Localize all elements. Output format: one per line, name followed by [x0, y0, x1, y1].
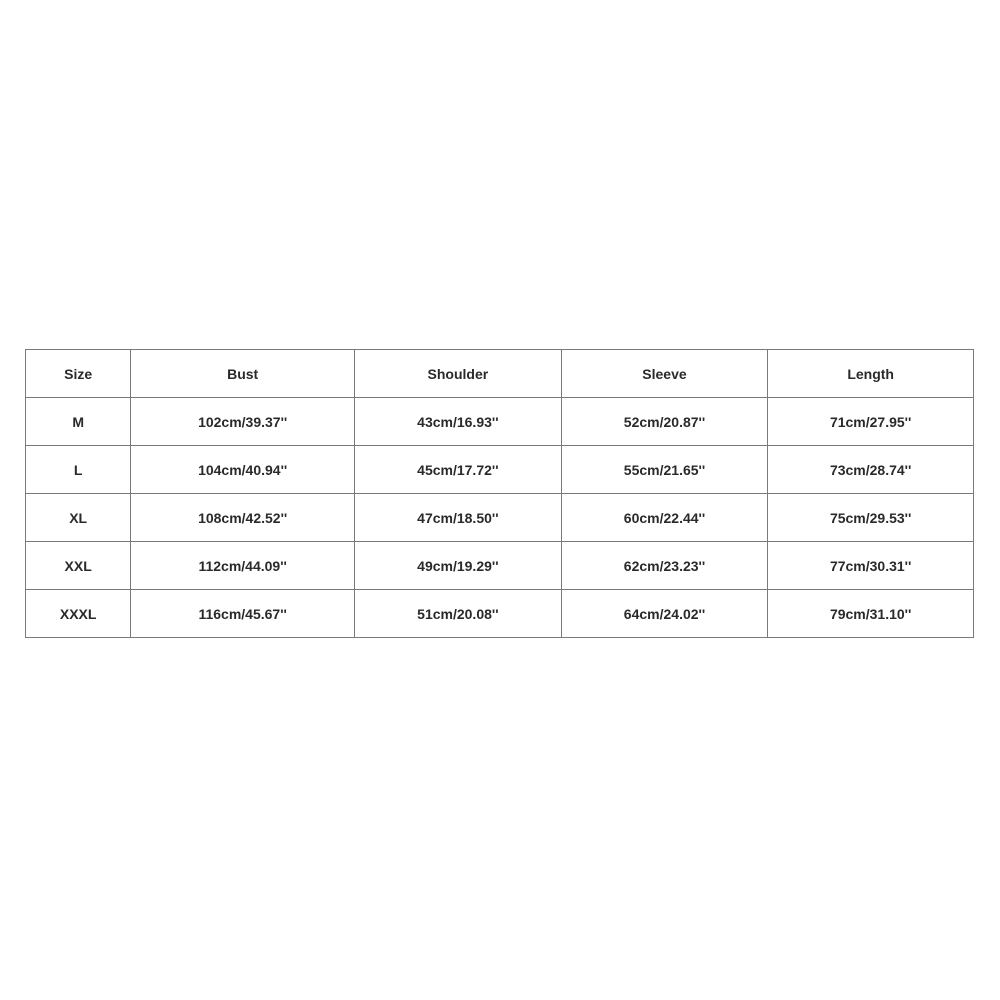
- table-row: [26, 590, 974, 638]
- size-cell: M: [26, 398, 131, 446]
- sleeve-cell: 52cm/20.87'': [561, 398, 768, 446]
- header-size: Size: [26, 350, 131, 398]
- size-cell: XL: [26, 494, 131, 542]
- sleeve-cell: 60cm/22.44'': [561, 494, 768, 542]
- bust-cell: 116cm/45.67'': [131, 590, 355, 638]
- bust-cell: 108cm/42.52'': [131, 494, 355, 542]
- table-row: [26, 398, 974, 446]
- length-cell: 73cm/28.74'': [768, 446, 974, 494]
- shoulder-cell: 51cm/20.08'': [355, 590, 562, 638]
- sleeve-cell: 64cm/24.02'': [561, 590, 768, 638]
- size-cell: L: [26, 446, 131, 494]
- header-row: [26, 350, 974, 398]
- shoulder-cell: 49cm/19.29'': [355, 542, 562, 590]
- bust-cell: 112cm/44.09'': [131, 542, 355, 590]
- table-row: [26, 494, 974, 542]
- length-cell: 75cm/29.53'': [768, 494, 974, 542]
- header-shoulder: Shoulder: [355, 350, 562, 398]
- size-cell: XXL: [26, 542, 131, 590]
- length-cell: 77cm/30.31'': [768, 542, 974, 590]
- length-cell: 79cm/31.10'': [768, 590, 974, 638]
- bust-cell: 104cm/40.94'': [131, 446, 355, 494]
- header-sleeve: Sleeve: [561, 350, 768, 398]
- shoulder-cell: 43cm/16.93'': [355, 398, 562, 446]
- sleeve-cell: 55cm/21.65'': [561, 446, 768, 494]
- size-chart-table: [25, 349, 974, 638]
- bust-cell: 102cm/39.37'': [131, 398, 355, 446]
- shoulder-cell: 47cm/18.50'': [355, 494, 562, 542]
- table-row: [26, 446, 974, 494]
- length-cell: 71cm/27.95'': [768, 398, 974, 446]
- table-row: [26, 542, 974, 590]
- sleeve-cell: 62cm/23.23'': [561, 542, 768, 590]
- shoulder-cell: 45cm/17.72'': [355, 446, 562, 494]
- size-cell: XXXL: [26, 590, 131, 638]
- header-bust: Bust: [131, 350, 355, 398]
- header-length: Length: [768, 350, 974, 398]
